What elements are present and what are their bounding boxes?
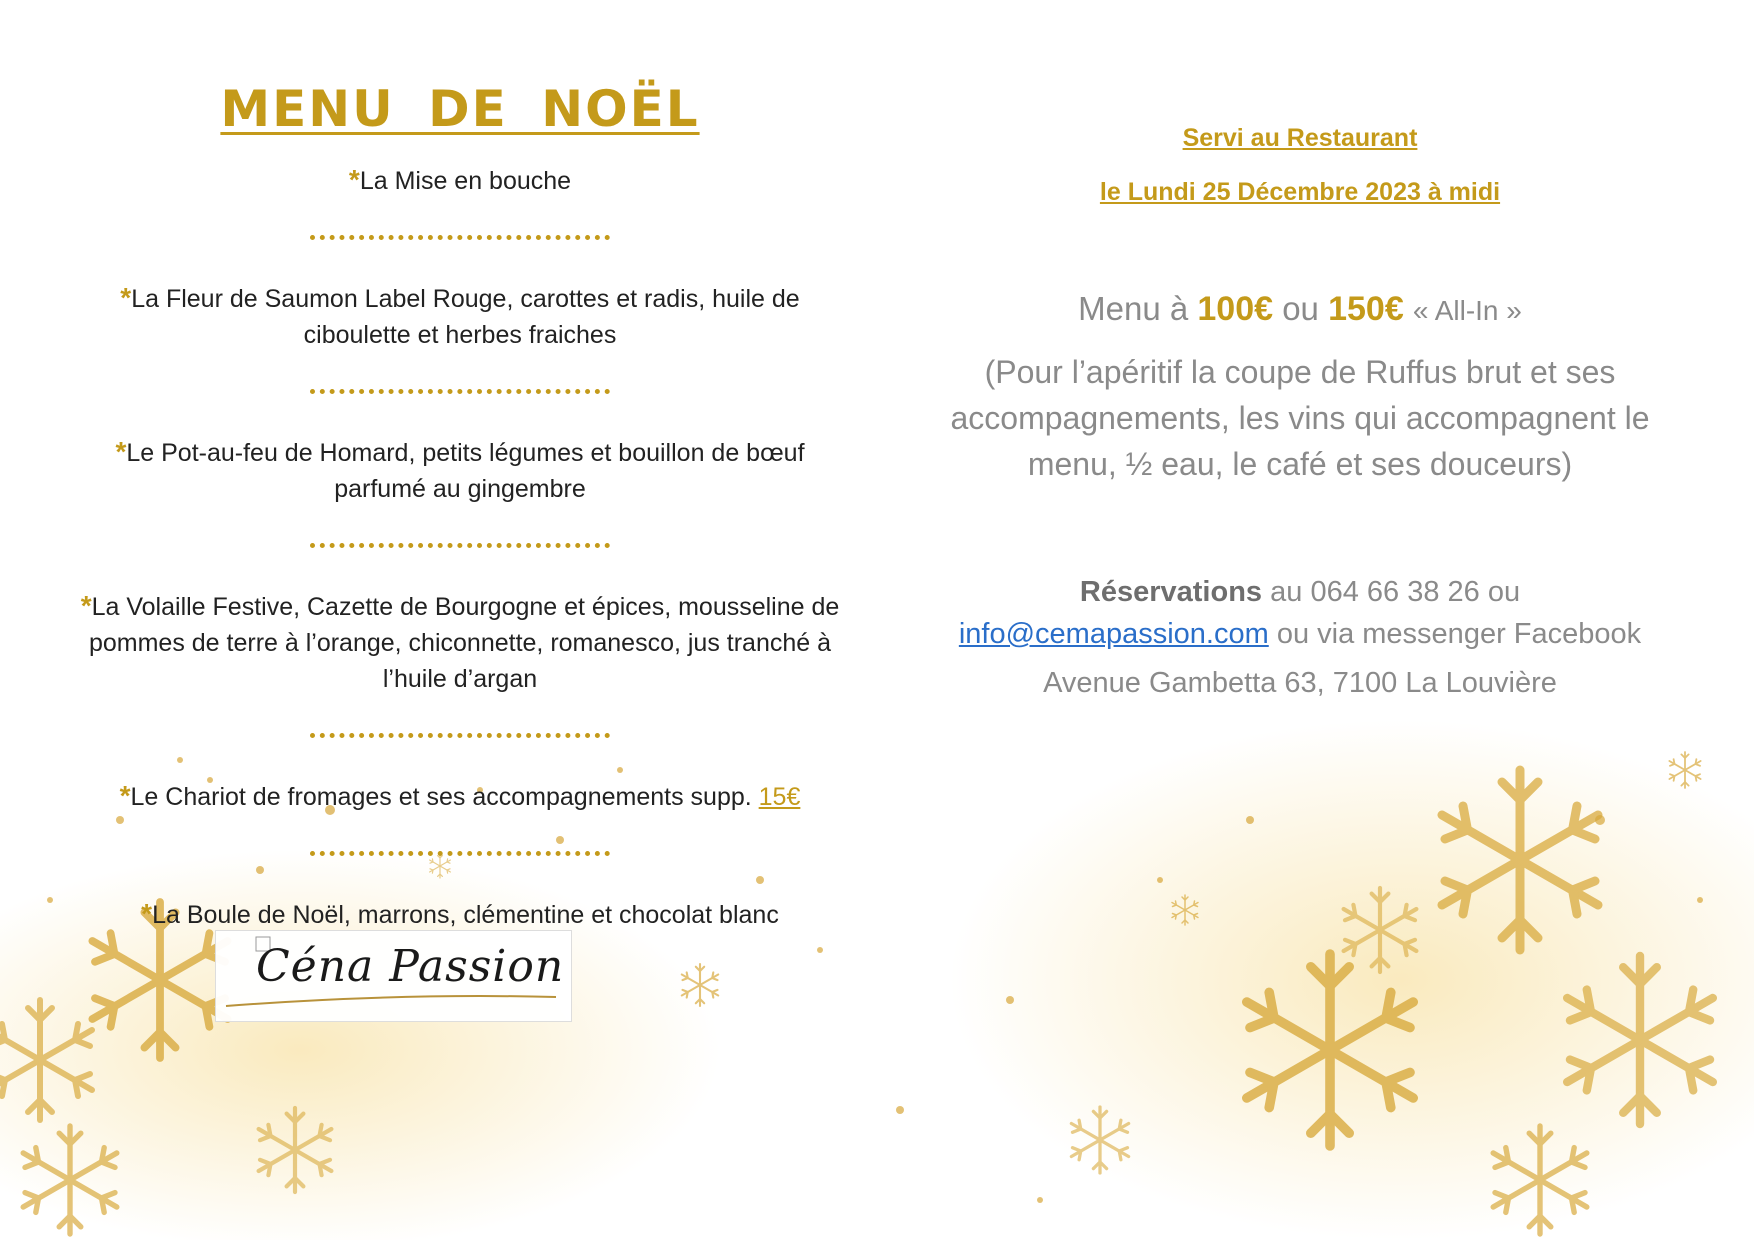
dotted-separator [310,851,610,856]
course-item [80,280,840,353]
cheese-supplement-price[interactable]: 15€ [758,783,801,811]
menu-prefix: Menu à [1078,290,1189,327]
star-icon: * [348,164,360,195]
served-line: Servi au Restaurant [1182,124,1418,152]
menu-price-line [920,289,1680,331]
logo-text: Céna Passion [256,941,565,992]
messenger-text: ou via messenger Facebook [1276,618,1642,650]
star-icon: * [80,590,92,621]
dotted-separator [310,389,610,394]
included-description: (Pour l’apéritif la coupe de Ruffus brut et ses accompagnements, les vins qui accompagnent le menu, ½ eau, le café et ses douceurs) [950,354,1650,482]
phone-text: au 064 66 38 26 ou [1270,576,1521,608]
address: Avenue Gambetta 63, 7100 La Louvière [1043,667,1557,699]
menu-title: MENU DE NOËL [220,80,700,138]
star-icon: * [119,780,131,811]
dotted-separator [310,543,610,548]
star-icon: * [141,898,153,929]
all-in-label: « All-In » [1412,295,1522,326]
star-icon: * [120,282,132,313]
dotted-separator [310,733,610,738]
star-icon: * [115,436,127,467]
served-date: le Lundi 25 Décembre 2023 à midi [1099,178,1501,206]
course-text: La Fleur de Saumon Label Rouge, carottes et radis, huile de ciboulette et herbes fraiches [131,285,800,349]
course-item [80,588,840,697]
price-150: 150€ [1328,290,1404,328]
reservations-block [920,571,1680,655]
course-item [80,778,840,815]
price-100: 100€ [1197,290,1274,328]
dotted-separator [310,235,610,240]
course-item [80,162,840,199]
email-link[interactable]: info@cemapassion.com [958,618,1269,650]
course-text: Le Chariot de fromages et ses accompagnements supp. [130,783,752,811]
or-text: ou [1282,290,1319,327]
course-text: La Mise en bouche [359,167,572,195]
reservations-label: Réservations [1079,576,1263,608]
course-item [80,896,840,933]
course-item [80,434,840,507]
menu-column [70,80,850,933]
course-text: La Volaille Festive, Cazette de Bourgogne et épices, mousseline de pommes de terre à l’orange, chiconnette, romanesco, jus tranché à l’huile d’argan [88,593,840,693]
restaurant-logo [215,930,572,1022]
info-column [920,125,1680,700]
course-text: Le Pot-au-feu de Homard, petits légumes et bouillon de bœuf parfumé au gingembre [126,439,805,503]
course-text: La Boule de Noël, marrons, clémentine et chocolat blanc [152,901,779,929]
